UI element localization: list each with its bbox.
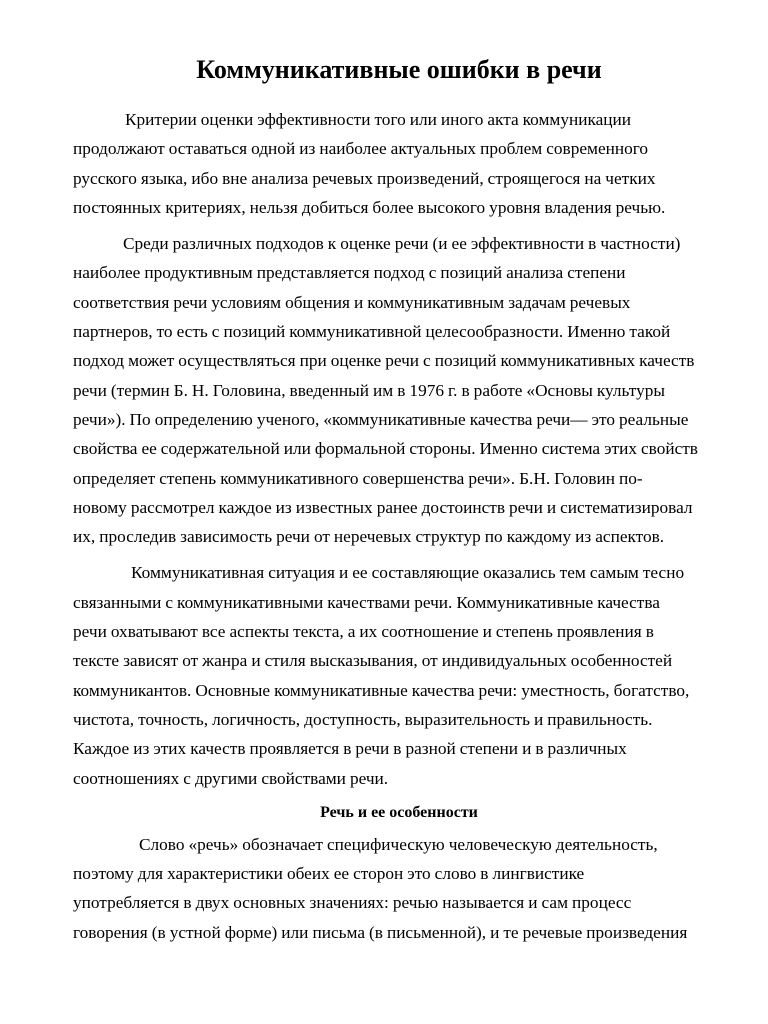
text-line: продолжают оставаться одной из наиболее актуальных проблем современного [73,139,649,159]
text-line: новому рассмотрел каждое из известных ранее достоинств речи и систематизировал [73,497,693,517]
text-line: Каждое из этих качеств проявляется в речи в разной степени и в различных [73,739,627,759]
paragraph-criteria [73,105,725,222]
text-line: Коммуникативная ситуация и ее составляющие оказались тем самым тесно [131,563,685,583]
text-line: партнеров, то есть с позиций коммуникативной целесообразности. Именно такой [73,322,671,342]
text-line: чистота, точность, логичность, доступность, выразительность и правильность. [73,709,653,729]
text-line: тексте зависят от жанра и стиля высказывания, от индивидуальных особенностей [73,651,673,671]
section-subheading: Речь и ее особенности [320,803,478,821]
text-line: наиболее продуктивным представляется подход с позиций анализа степени [73,263,626,283]
text-line: постоянных критериях, нельзя добиться более высокого уровня владения речью. [73,197,666,217]
paragraph-approaches [73,229,725,551]
text-line: подход может осуществляться при оценке речи с позиций коммуникативных качеств [73,351,695,371]
text-line: говорения (в устной форме) или письма (в письменной), и те речевые произведения [73,922,688,942]
text-line: употребляется в двух основных значениях: речью называется и сам процесс [73,893,632,913]
text-line: соответствия речи условиям общения и коммуникативным задачам речевых [73,292,631,312]
text-line: Слово «речь» обозначает специфическую человеческую деятельность, [139,834,658,854]
text-line: русского языка, ибо вне анализа речевых произведений, строящегося на четких [73,168,656,188]
text-line: соотношениях с другими свойствами речи. [73,768,389,788]
document-title: Коммуникативные ошибки в речи [196,55,602,84]
text-line: их, проследив зависимость речи от неречевых структур по каждому из аспектов. [73,527,665,547]
text-line: речи»). По определению ученого, «коммуникативные качества речи— это реальные [73,409,689,429]
paragraph-situation [73,558,725,792]
text-line: поэтому для характеристики обеих ее сторон это слово в лингвистике [73,864,585,884]
text-line: речи охватывают все аспекты текста, а их соотношение и степень проявления в [73,622,654,642]
text-line: определяет степень коммуникативного совершенства речи». Б.Н. Головин по- [73,468,643,488]
document-page [73,0,725,947]
text-line: связанными с коммуникативными качествами речи. Коммуникативные качества [73,592,660,612]
text-line: речи (термин Б. Н. Головина, введенный им в 1976 г. в работе «Основы культуры [73,380,665,400]
text-line: Критерии оценки эффективности того или иного акта коммуникации [125,110,632,129]
paragraph-speech-word [73,830,725,947]
text-line: свойства ее содержательной или формальной стороны. Именно система этих свойств [73,439,698,459]
text-line: коммуникантов. Основные коммуникативные качества речи: уместность, богатство, [73,680,690,700]
text-line: Среди различных подходов к оценке речи (и ее эффективности в частности) [123,234,681,254]
